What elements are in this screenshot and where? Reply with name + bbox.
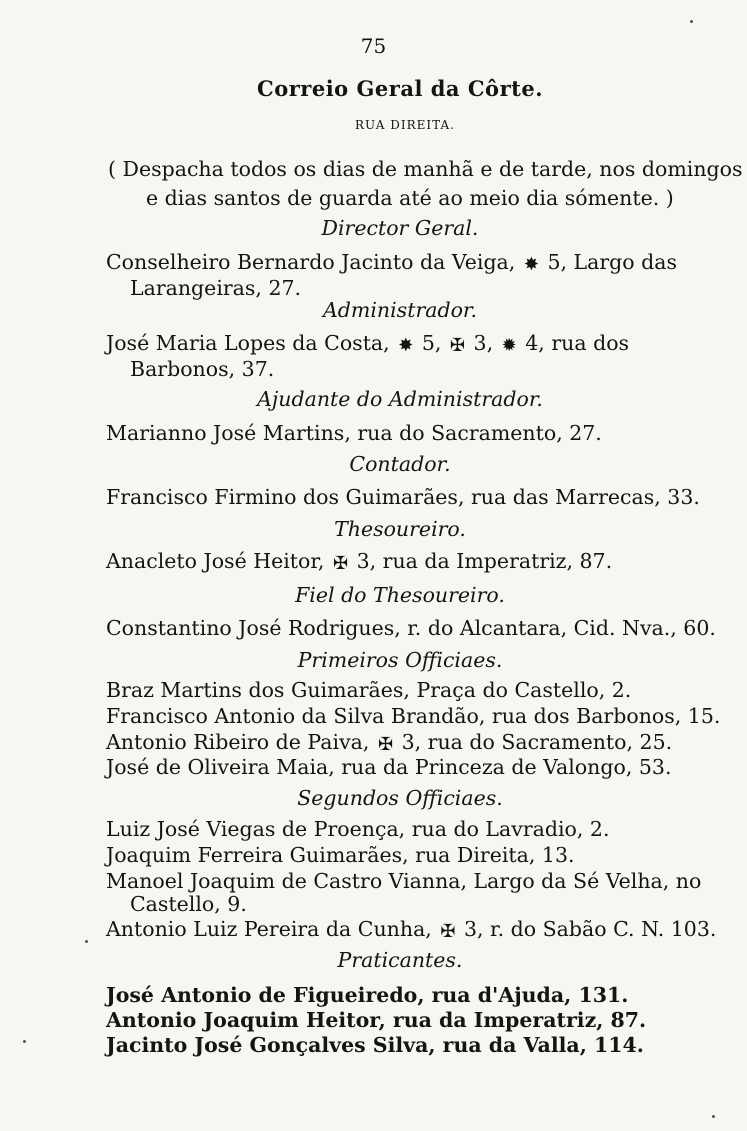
paper-speck (712, 1115, 715, 1118)
section-administrador: Administrador. (323, 298, 477, 322)
segundo-address: 3, r. do Sabão C. N. 103. (463, 917, 717, 941)
fiel-entry: Constantino José Rodrigues, r. do Alcantara, Cid. Nva., 60. (106, 616, 716, 640)
note-line-1: ( Despacha todos os dias de manhã e de tarde, nos domingos (108, 157, 743, 181)
admin-entry-line-1 (106, 331, 629, 355)
primeiro-address: 3, rua do Sacramento, 25. (401, 730, 673, 754)
section-contador: Contador. (349, 452, 451, 476)
segundo-entry: Luiz José Viegas de Proença, rua do Lavradio, 2. (106, 817, 610, 841)
thesoureiro-address: 3, rua da Imperatriz, 87. (356, 549, 613, 573)
paper-speck (85, 940, 88, 943)
paper-speck (690, 20, 693, 23)
section-fiel: Fiel do Thesoureiro. (295, 583, 505, 607)
order-christ-icon: ✠ (377, 734, 394, 755)
section-praticantes: Praticantes. (337, 948, 463, 972)
segundo-name: Antonio Luiz Pereira da Cunha, (106, 917, 432, 941)
thesoureiro-entry (106, 549, 612, 573)
admin-address: 4, rua dos (525, 331, 630, 355)
praticante-entry: José Antonio de Figueiredo, rua d'Ajuda, 131. (106, 983, 629, 1007)
admin-grade-2: 3, (473, 331, 494, 355)
thesoureiro-name: Anacleto José Heitor, (106, 549, 325, 573)
primeiro-name: Antonio Ribeiro de Paiva, (106, 730, 370, 754)
ajudante-entry: Marianno José Martins, rua do Sacramento, 27. (106, 421, 602, 445)
contador-entry: Francisco Firmino dos Guimarães, rua das Marrecas, 33. (106, 485, 700, 509)
order-christ-icon: ✠ (440, 921, 456, 942)
director-name: Conselheiro Bernardo Jacinto da Veiga, (106, 250, 516, 274)
primeiro-entry: Francisco Antonio da Silva Brandão, rua dos Barbonos, 15. (106, 704, 721, 728)
segundo-entry-line-1: Manoel Joaquim de Castro Vianna, Largo da Sé Velha, no (106, 869, 702, 893)
order-star-icon: ✹ (501, 335, 517, 356)
order-rose-icon: ✸ (398, 335, 414, 356)
section-segundos: Segundos Officiaes. (297, 786, 503, 810)
segundo-entry-line-2: Castello, 9. (130, 892, 247, 916)
admin-grade-1: 5, (421, 331, 442, 355)
director-entry-line-1 (106, 250, 677, 274)
praticante-entry: Antonio Joaquim Heitor, rua da Imperatriz, 87. (106, 1008, 647, 1032)
order-christ-icon: ✠ (332, 553, 349, 574)
section-director: Director Geral. (321, 216, 479, 240)
segundo-entry: Joaquim Ferreira Guimarães, rua Direita, 13. (106, 843, 575, 867)
paper-speck (23, 1040, 26, 1043)
admin-entry-line-2: Barbonos, 37. (130, 357, 275, 381)
page-number: 75 (360, 34, 387, 58)
section-thesoureiro: Thesoureiro. (334, 517, 466, 541)
section-ajudante: Ajudante do Administrador. (257, 387, 543, 411)
order-christ-icon: ✠ (449, 335, 466, 356)
primeiro-entry (106, 730, 672, 754)
page-title: Correio Geral da Côrte. (256, 76, 544, 101)
director-address: 5, Largo das (547, 250, 678, 274)
primeiro-entry: José de Oliveira Maia, rua da Princeza de Valongo, 53. (106, 755, 672, 779)
order-rose-icon: ✸ (523, 254, 539, 275)
street-subtitle: RUA DIREITA. (355, 118, 455, 132)
director-entry-line-2: Larangeiras, 27. (130, 276, 302, 300)
segundo-entry (106, 917, 716, 941)
primeiro-entry: Braz Martins dos Guimarães, Praça do Castello, 2. (106, 678, 632, 702)
note-line-2: e dias santos de guarda até ao meio dia sómente. ) (146, 186, 674, 210)
praticante-entry: Jacinto José Gonçalves Silva, rua da Valla, 114. (106, 1033, 644, 1057)
admin-name: José Maria Lopes da Costa, (106, 331, 390, 355)
section-primeiros: Primeiros Officiaes. (297, 648, 503, 672)
